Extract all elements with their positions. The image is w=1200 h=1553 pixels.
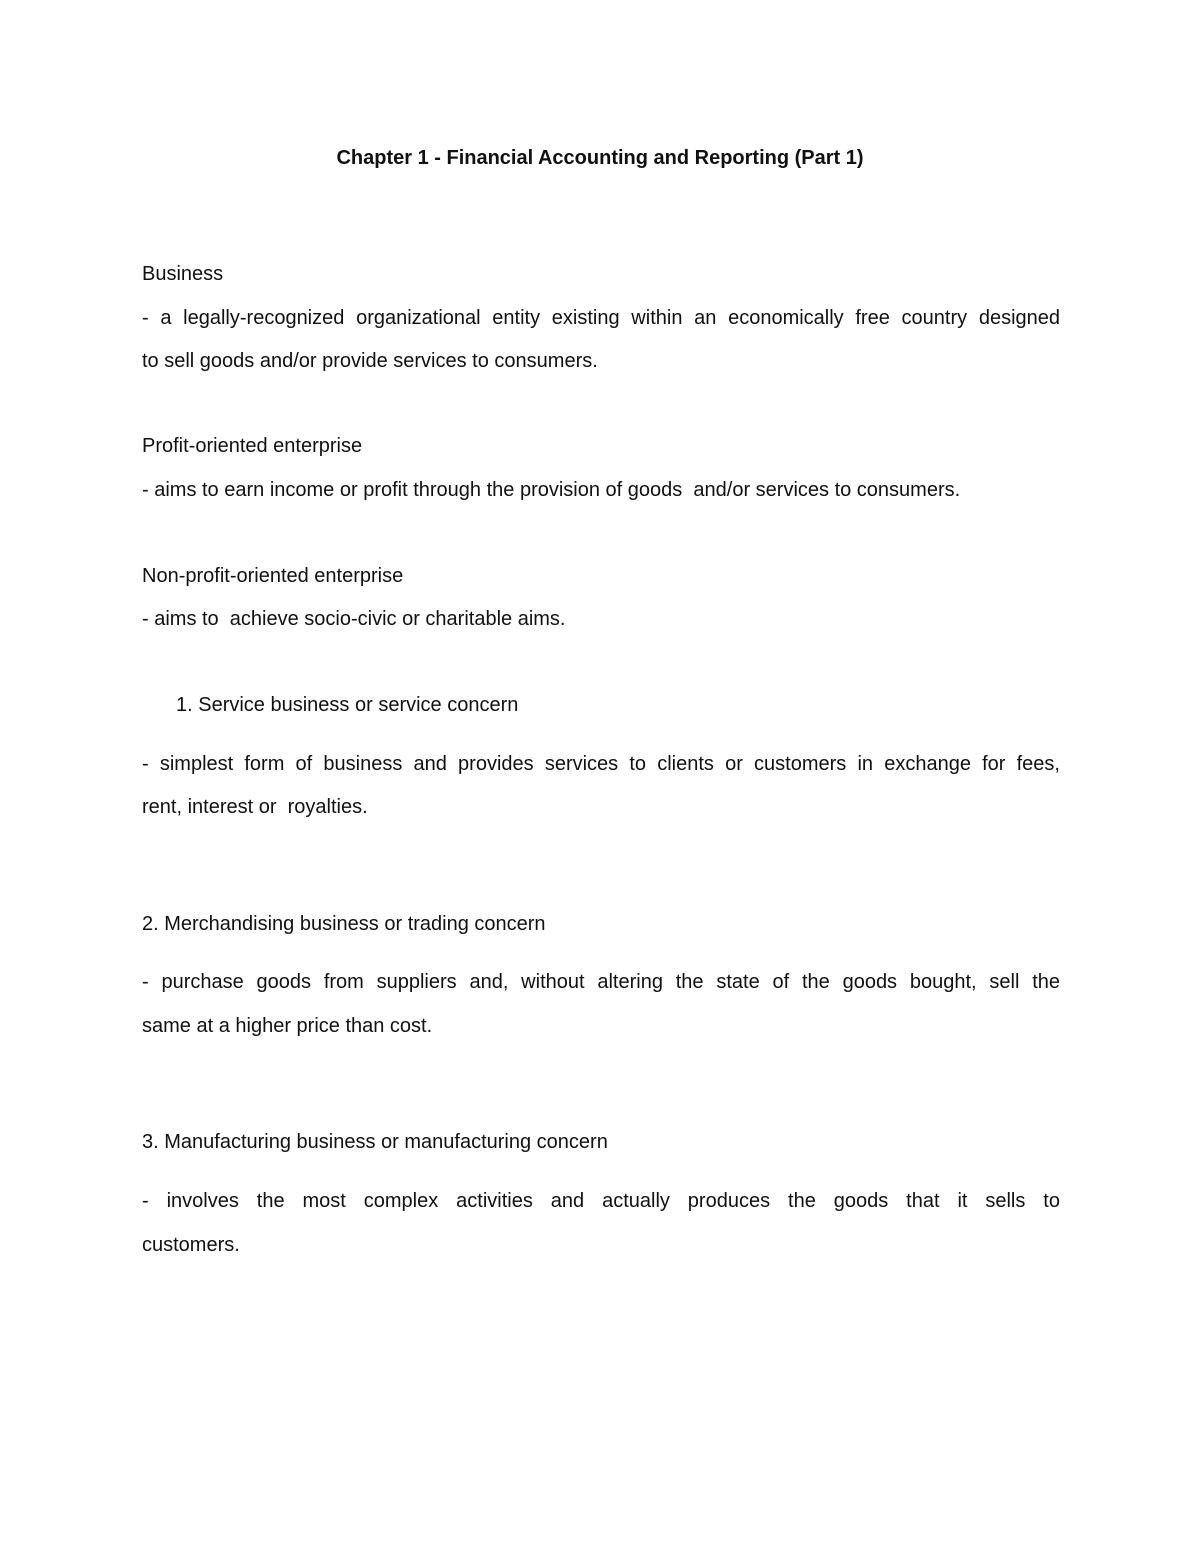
page-title: Chapter 1 - Financial Accounting and Reporting (Part 1): [336, 147, 864, 169]
business-definition-line-1: - a legally-recognized organizational entity existing within an economically free country designed: [142, 307, 1060, 329]
service-business-definition-line-1: - simplest form of business and provides services to clients or customers in exchange for fees,: [142, 753, 1060, 775]
profit-oriented-definition: - aims to earn income or profit through the provision of goods and/or services to consumers.: [142, 479, 961, 501]
business-heading: Business: [142, 263, 224, 285]
merchandising-business-definition-line-1: - purchase goods from suppliers and, without altering the state of the goods bought, sell the: [142, 971, 1060, 993]
manufacturing-business-heading: 3. Manufacturing business or manufacturing concern: [142, 1131, 608, 1153]
merchandising-business-definition-line-2: same at a higher price than cost.: [142, 1015, 433, 1037]
non-profit-definition: - aims to achieve socio-civic or charitable aims.: [142, 608, 566, 630]
service-business-heading: 1. Service business or service concern: [176, 694, 519, 716]
business-definition-line-2: to sell goods and/or provide services to consumers.: [142, 350, 598, 372]
manufacturing-business-definition-line-2: customers.: [142, 1234, 240, 1256]
non-profit-heading: Non-profit-oriented enterprise: [142, 565, 404, 587]
profit-oriented-heading: Profit-oriented enterprise: [142, 435, 363, 457]
service-business-definition-line-2: rent, interest or royalties.: [142, 796, 368, 818]
merchandising-business-heading: 2. Merchandising business or trading concern: [142, 913, 546, 935]
manufacturing-business-definition-line-1: - involves the most complex activities and actually produces the goods that it sells to: [142, 1190, 1060, 1212]
